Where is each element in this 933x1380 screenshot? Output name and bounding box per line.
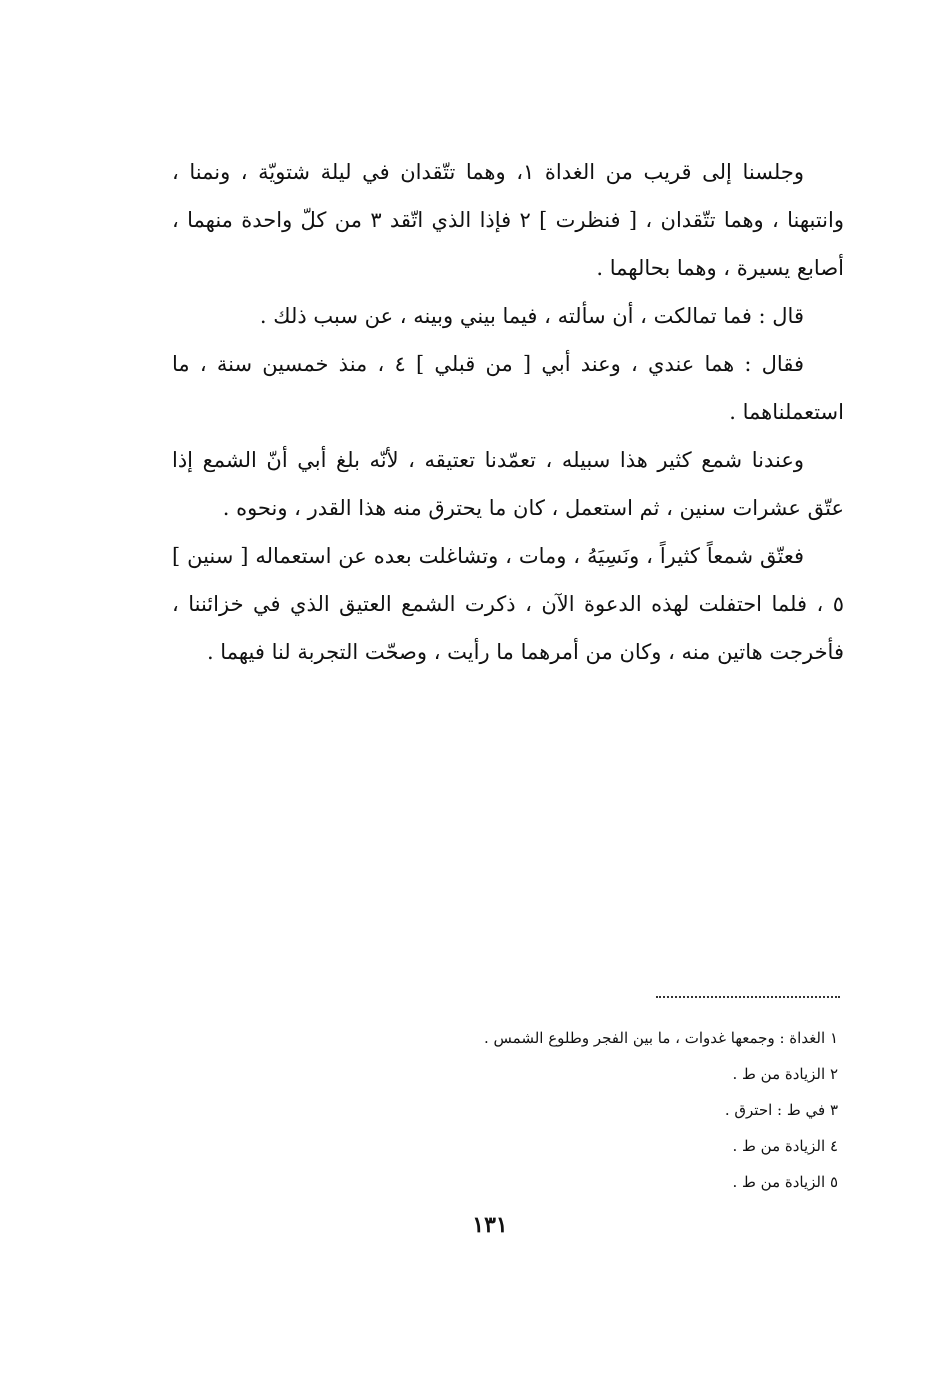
main-text bbox=[172, 148, 844, 676]
footnote-4: ٤ الزيادة من ط . bbox=[732, 1137, 838, 1155]
footnote-5: ٥ الزيادة من ط . bbox=[732, 1173, 838, 1191]
page-number: ١٣١ bbox=[472, 1212, 508, 1238]
footnote-3: ٣ في ط : احترق . bbox=[724, 1101, 838, 1119]
footnote-2: ٢ الزيادة من ط . bbox=[732, 1065, 838, 1083]
footnote-1: ١ الغداة : وجمعها غدوات ، ما بين الفجر وطلوع الشمس . bbox=[484, 1029, 838, 1047]
paragraph-3: فقال : هما عندي ، وعند أبي [ من قبلي ] ٤ ، منذ خمسين سنة ، ما استعملناهما . bbox=[172, 352, 844, 424]
footnotes bbox=[300, 1020, 838, 1200]
paragraph-4: وعندنا شمع كثير هذا سبيله ، تعمّدنا تعتيقه ، لأنّه بلغ أبي أنّ الشمع إذا عتّق عشرات سنين ، ثم استعمل ، كان ما يحترق منه هذا القدر ، ونحوه . bbox=[172, 448, 844, 520]
paragraph-1: وجلسنا إلى قريب من الغداة ١، وهما تتّقدان في ليلة شتويّة ، ونمنا ، وانتبهنا ، وهما تتّقدان ، [ فنظرت ] ٢ فإذا الذي اتّقد ٣ من كلّ واحدة منهما ، أصابع يسيرة ، وهما بحالهما . bbox=[172, 160, 845, 280]
footnote-divider bbox=[656, 996, 840, 998]
paragraph-5: فعتّق شمعاً كثيراً ، ونَسِيَهُ ، ومات ، وتشاغلت بعده عن استعماله [ سنين ] ٥ ، فلما احتفلت لهذه الدعوة الآن ، ذكرت الشمع العتيق الذي في خزائننا ، فأخرجت هاتين منه ، وكان من أمرهما ما رأيت ، وصحّت التجربة لنا فيهما . bbox=[172, 544, 844, 664]
paragraph-2: قال : فما تمالكت ، أن سألته ، فيما بيني وبينه ، عن سبب ذلك . bbox=[259, 304, 804, 328]
